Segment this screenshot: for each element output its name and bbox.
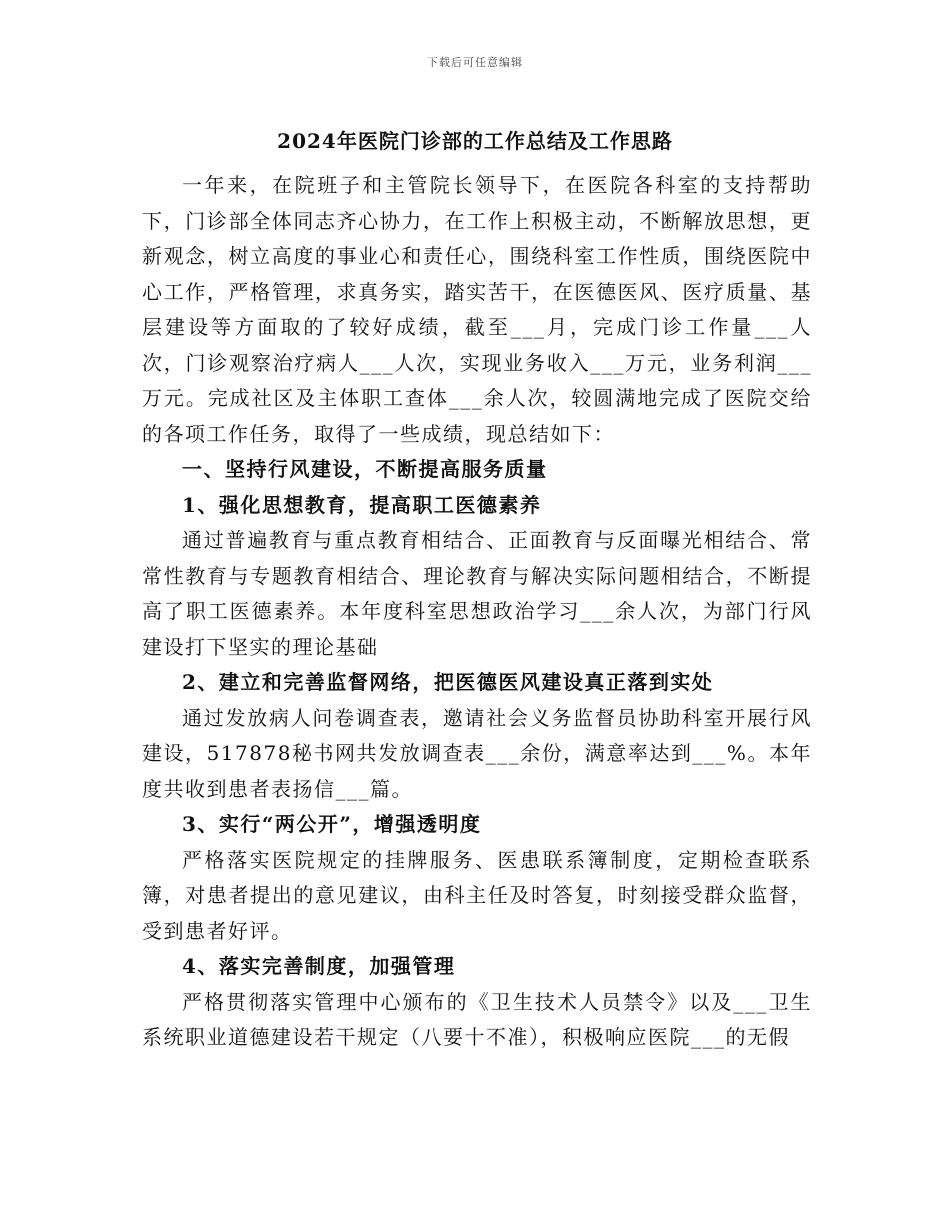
document-title: 2024年医院门诊部的工作总结及工作思路 <box>277 129 673 153</box>
section-heading: 一、坚持行风建设，不断提高服务质量 <box>182 457 548 481</box>
subsection-paragraph: 严格落实医院规定的挂牌服务、医患联系簿制度，定期检查联系簿，对患者提出的意见建议，由科主任及时答复，时刻接受群众监督，受到患者好评。 <box>142 847 812 943</box>
subsection-paragraph: 通过发放病人问卷调查表，邀请社会义务监督员协助科室开展行风建设，517878秘书网共发放调查表___余份，满意率达到___%。本年度共收到患者表扬信___篇。 <box>142 705 812 801</box>
subsection-paragraph: 通过普遍教育与重点教育相结合、正面教育与反面曝光相结合、常常性教育与专题教育相结合、理论教育与解决实际问题相结合，不断提高了职工医德素养。本年度科室思想政治学习___余人次，为部门行风建设打下坚实的理论基础 <box>142 528 812 659</box>
subsection-heading: 4、落实完善制度，加强管理 <box>182 954 456 978</box>
intro-paragraph: 一年来，在院班子和主管院长领导下，在医院各科室的支持帮助下，门诊部全体同志齐心协力，在工作上积极主动，不断解放思想，更新观念，树立高度的事业心和责任心，围绕科室工作性质，围绕医院中心工作，严格管理，求真务实，踏实苦干，在医德医风、医疗质量、基层建设等方面取的了较好成绩，截至___月，完成门诊工作量___人次，门诊观察治疗病人___人次，实现业务收入___万元，业务利润___万元。完成社区及主体职工查体___余人次，较圆满地完成了医院交给的各项工作任务，取得了一些成绩，现总结如下： <box>142 173 812 446</box>
header-note: 下载后可任意编辑 <box>427 56 523 69</box>
subsection-paragraph: 严格贯彻落实管理中心颁布的《卫生技术人员禁令》以及___卫生系统职业道德建设若干规定（八要十不准），积极响应医院___的无假 <box>142 989 812 1049</box>
subsection-heading: 3、实行“两公开”，增强透明度 <box>182 812 482 836</box>
subsection-heading: 2、建立和完善监督网络，把医德医风建设真正落到实处 <box>182 670 714 694</box>
document-body <box>142 168 812 1056</box>
subsection-heading: 1、强化思想教育，提高职工医德素养 <box>182 492 542 517</box>
